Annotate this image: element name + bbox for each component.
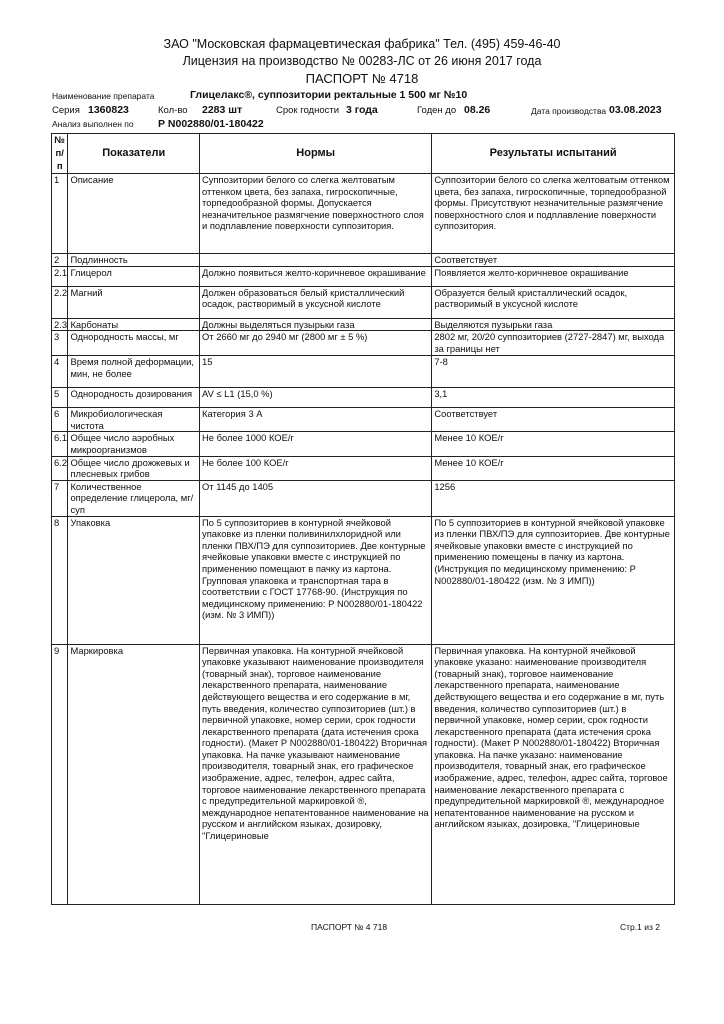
shelf-label: Срок годности [276, 105, 340, 116]
analysis-value: Р N002880/01-180422 [158, 118, 264, 130]
row-indicator: Карбонаты [68, 318, 200, 331]
table-row [52, 331, 675, 356]
row-result: Менее 10 КОЕ/г [432, 456, 675, 480]
row-indicator: Общее число дрожжевых и плесневых грибов [68, 456, 200, 480]
row-indicator: Маркировка [68, 644, 200, 904]
series-label: Серия [52, 105, 80, 116]
row-result: Появляется желто-коричневое окрашивание [432, 266, 675, 286]
row-result: 3,1 [432, 388, 675, 408]
row-result: Образуется белый кристаллический осадок, растворимый в уксусной кислоте [432, 286, 675, 318]
row-indicator: Время полной деформации, мин, не более [68, 356, 200, 388]
qty-label: Кол-во [158, 105, 188, 116]
prod-value: 03.08.2023 [609, 104, 662, 116]
row-result: Соответствует [432, 254, 675, 267]
row-number: 5 [52, 388, 68, 408]
drug-label: Наименование препарата [52, 91, 155, 101]
row-indicator: Однородность массы, мг [68, 331, 200, 356]
table-row [52, 480, 675, 516]
header-num: № п/п [52, 134, 68, 174]
row-result: Выделяются пузырьки газа [432, 318, 675, 331]
series-value: 1360823 [88, 104, 129, 116]
row-norm: Суппозитории белого со слегка желтоватым оттенком цвета, без запаха, гигроскопичные, торпедообразной формы. Допускается незначительное размягчение поверхностного слоя и подплавление поверхности суппозитория. [200, 174, 432, 254]
row-norm: 15 [200, 356, 432, 388]
row-number: 2 [52, 254, 68, 267]
table-row [52, 286, 675, 318]
shelf-value: 3 года [346, 104, 378, 116]
row-result: 7-8 [432, 356, 675, 388]
row-norm: Должно появиться желто-коричневое окрашивание [200, 266, 432, 286]
analysis-label: Анализ выполнен по [52, 119, 134, 129]
row-indicator: Количественное определение глицерола, мг/суп [68, 480, 200, 516]
specs-table [51, 133, 675, 905]
row-result: По 5 суппозиториев в контурной ячейковой упаковке из пленки ПВХ/ПЭ для суппозиториев. Две контурные ячейковые упаковки вместе с инструкцией по применению помещены в пачку из картона. (Инструкция по медицинскому применению: Р N002880/01-180422 (изм. № 3 ИМП)) [432, 516, 675, 644]
row-norm: Не более 100 КОЕ/г [200, 456, 432, 480]
table-row [52, 644, 675, 904]
row-number: 6.1 [52, 432, 68, 456]
table-row [52, 254, 675, 267]
row-number: 4 [52, 356, 68, 388]
table-header-row [52, 134, 675, 174]
row-result: Суппозитории белого со слегка желтоватым оттенком цвета, без запаха, гигроскопичные, торпедообразной формы. Присутствуют незначительные размягчение поверхностного слоя и подплавление поверхности суппозитория. [432, 174, 675, 254]
row-norm: Категория 3 А [200, 408, 432, 432]
row-number: 9 [52, 644, 68, 904]
row-norm [200, 254, 432, 267]
row-number: 2.1 [52, 266, 68, 286]
table-row [52, 432, 675, 456]
row-number: 7 [52, 480, 68, 516]
row-indicator: Глицерол [68, 266, 200, 286]
row-norm: Не более 1000 КОЕ/г [200, 432, 432, 456]
drug-value: Глицелакс®, суппозитории ректальные 1 500 мг №10 [190, 89, 468, 101]
header-norms: Нормы [200, 134, 432, 174]
row-result: 1256 [432, 480, 675, 516]
row-indicator: Магний [68, 286, 200, 318]
row-norm: По 5 суппозиториев в контурной ячейковой упаковке из пленки поливинилхлоридной или пленки ПВХ/ПЭ для суппозиториев. Две контурные ячейковые упаковки вместе с инструкцией по применению помещают в пачку из картона. Групповая упаковка и транспортная тара в соответствии с ГОСТ 17768-90. (Инструкция по медицинскому применению: Р N002880/01-180422 (изм. № 3 ИМП)) [200, 516, 432, 644]
row-number: 2.2 [52, 286, 68, 318]
row-indicator: Упаковка [68, 516, 200, 644]
row-norm: Первичная упаковка. На контурной ячейковой упаковке указывают наименование производителя (товарный знак), торговое наименование лекарственного препарата, наименование действующего вещества и его содержание в мг, путь введения, количество суппозиториев (шт.) в первичной упаковке, номер серии, срок годности лекарственного препарата (дата истечения срока годности). (Макет Р N002880/01-180422) Вторичная упаковка. На пачке указывают наименование производителя, товарный знак, его графическое изображение, адрес, телефон, адрес сайта, торговое наименование лекарственного препарата с предупредительной маркировкой ®, международное непатентованное наименование на русском и английском языках, дозировку, "Глицериновые [200, 644, 432, 904]
row-result: Первичная упаковка. На контурной ячейковой упаковке указано: наименование производителя (товарный знак), торговое наименование лекарственного препарата, наименование действующего вещества и его содержание в мг, путь введения, количество суппозиториев (шт.) в первичной упаковке, номер серии, срок годности лекарственного препарата (дата истечения срока годности). (Макет Р N002880/01-180422) Вторичная упаковка. На пачке указано: наименование производителя, товарный знак, его графическое изображение, адрес, телефон, адрес сайта, торговое наименование лекарственного препарата с предупредительной маркировкой ®, международное непатентованное наименование на русском и английском языках, дозировка, "Глицериновые [432, 644, 675, 904]
row-indicator: Общее число аэробных микроорганизмов [68, 432, 200, 456]
row-number: 1 [52, 174, 68, 254]
table-row [52, 356, 675, 388]
qty-value: 2283 шт [202, 104, 243, 116]
row-indicator: Описание [68, 174, 200, 254]
footer-page: Стр.1 из 2 [620, 922, 660, 932]
row-indicator: Микробиологическая чистота [68, 408, 200, 432]
table-row [52, 456, 675, 480]
table-row [52, 408, 675, 432]
footer-passport: ПАСПОРТ № 4 718 [311, 922, 388, 932]
valid-value: 08.26 [464, 104, 491, 116]
header-results: Результаты испытаний [432, 134, 675, 174]
row-indicator: Подлинность [68, 254, 200, 267]
table-row [52, 388, 675, 408]
table-row [52, 318, 675, 331]
row-number: 2.3 [52, 318, 68, 331]
header-indicators: Показатели [68, 134, 200, 174]
row-norm: Должен образоваться белый кристаллический осадок, растворимый в уксусной кислоте [200, 286, 432, 318]
row-number: 6.2 [52, 456, 68, 480]
row-result: 2802 мг, 20/20 суппозиториев (2727-2847) мг, выхода за границы нет [432, 331, 675, 356]
table-row [52, 516, 675, 644]
valid-label: Годен до [417, 105, 457, 116]
row-norm: От 2660 мг до 2940 мг (2800 мг ± 5 %) [200, 331, 432, 356]
row-norm: AV ≤ L1 (15,0 %) [200, 388, 432, 408]
prod-label: Дата производства [531, 106, 607, 116]
row-indicator: Однородность дозирования [68, 388, 200, 408]
license-line: Лицензия на производство № 00283-ЛС от 26 июня 2017 года [182, 54, 542, 68]
passport-title: ПАСПОРТ № 4718 [305, 71, 419, 86]
table-row [52, 266, 675, 286]
row-result: Соответствует [432, 408, 675, 432]
table-row [52, 174, 675, 254]
row-result: Менее 10 КОЕ/г [432, 432, 675, 456]
row-norm: Должны выделяться пузырьки газа [200, 318, 432, 331]
row-number: 3 [52, 331, 68, 356]
row-norm: От 1145 до 1405 [200, 480, 432, 516]
row-number: 8 [52, 516, 68, 644]
company-line: ЗАО "Московская фармацевтическая фабрика" Тел. (495) 459-46-40 [163, 37, 561, 51]
row-number: 6 [52, 408, 68, 432]
